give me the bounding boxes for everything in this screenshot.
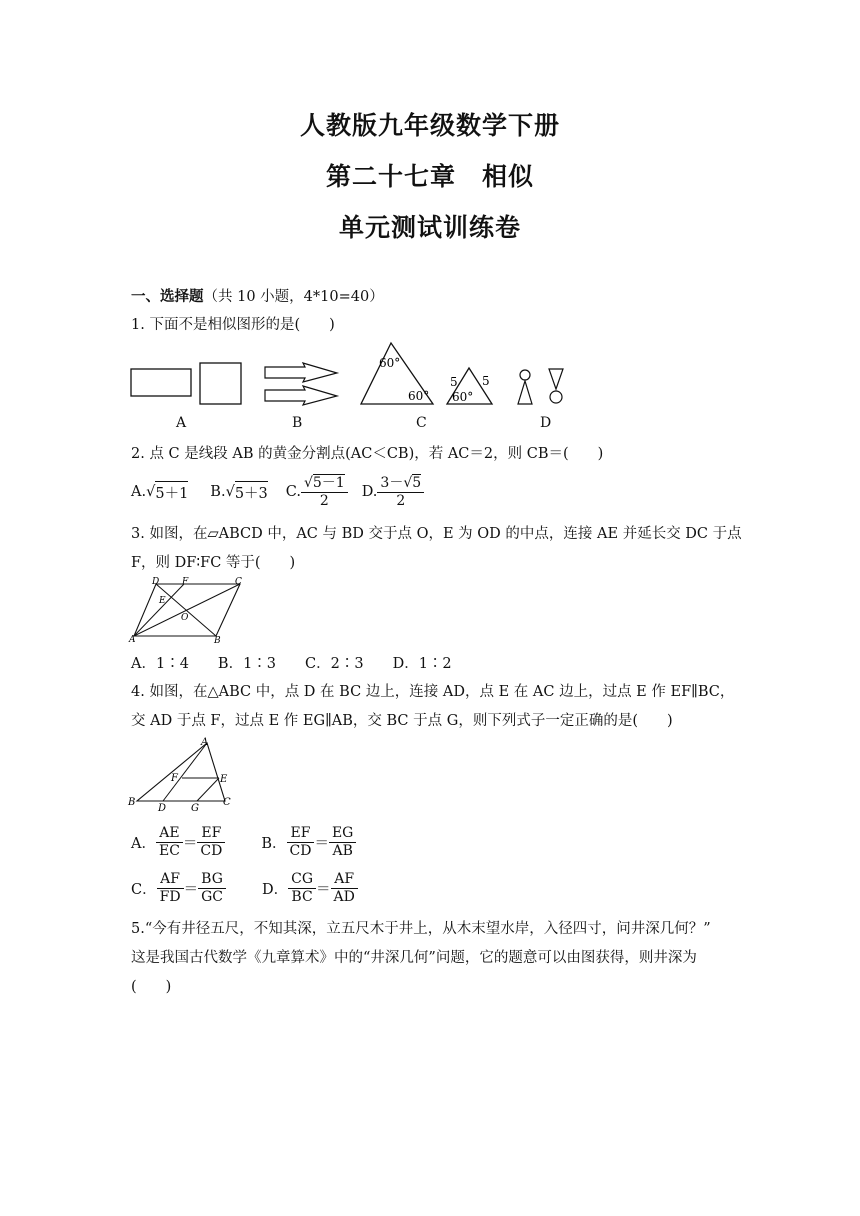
point-c: C <box>235 577 242 587</box>
figure-label-c: C <box>416 415 427 431</box>
question-4-figure <box>127 735 237 815</box>
point-d: D <box>152 577 160 587</box>
denominator: CD <box>289 842 312 859</box>
diagonal-ac <box>134 584 240 636</box>
numerator: AF <box>331 871 358 888</box>
option-b-fraction-right <box>329 825 356 858</box>
option-d-fraction <box>377 475 424 508</box>
denominator: AD <box>333 888 355 905</box>
option-a-fraction-right <box>197 825 225 858</box>
option-d-radicand: 5 <box>412 475 422 492</box>
question-3-options: A．1∶4 B．1∶3 C．2∶3 D．1∶2 <box>131 656 452 672</box>
point-e: E <box>220 774 228 785</box>
sqrt-icon: √ <box>146 484 156 500</box>
question-2-stem: 2. 点 C 是线段 AB 的黄金分割点(AC＜CB)，若 AC＝2，则 CB＝( ) <box>131 446 604 462</box>
question-5-stem-line1: 5.“今有井径五尺，不知其深，立五尺木于井上，从木末望水岸，入径四寸，问井深几何？” <box>131 921 711 937</box>
option-c-fraction <box>301 475 348 508</box>
numerator: EF <box>287 825 315 842</box>
numerator: EF <box>197 825 225 842</box>
test-title: 单元测试训练卷 <box>338 213 521 242</box>
numerator: AF <box>157 871 184 888</box>
point-e: E <box>159 596 166 606</box>
option-a-label: A. <box>131 484 147 500</box>
question-3-figure <box>128 576 248 644</box>
sqrt-icon: √ <box>225 484 235 500</box>
option-b-fraction-left <box>287 825 315 858</box>
question-5-stem-line3: ( ) <box>131 979 172 995</box>
question-1-figure <box>125 335 585 410</box>
numerator: EG <box>329 825 356 842</box>
section-heading <box>131 285 384 306</box>
segment-eg <box>197 778 219 801</box>
option-d-fraction-left <box>288 871 316 904</box>
option-b-label: B． <box>261 835 287 852</box>
section-label: 一、选择题 <box>131 289 204 305</box>
equals-sign: ＝ <box>182 835 198 852</box>
sqrt-icon: √ <box>303 475 313 492</box>
option-d-label: D． <box>261 881 289 898</box>
shape-b-arrow-top <box>265 363 337 382</box>
segment-af <box>134 584 184 636</box>
question-4-stem-line1: 4. 如图，在△ABC 中，点 D 在 BC 边上，连接 AD，点 E 在 AC 边上，过点 E 作 EF∥BC， <box>131 684 735 700</box>
point-o: O <box>181 613 189 623</box>
question-3-stem-line1: 3. 如图，在▱ABCD 中，AC 与 BD 交于点 O，E 为 OD 的中点，连接 AE 并延长交 DC 于点 <box>131 526 742 542</box>
question-2-options <box>131 470 424 514</box>
point-d: D <box>158 803 167 814</box>
angle-label-top: 60° <box>379 356 401 370</box>
point-a: A <box>129 635 136 644</box>
point-c: C <box>223 797 231 808</box>
denominator: GC <box>201 888 223 905</box>
point-b: B <box>214 636 221 644</box>
denominator: EC <box>158 842 180 859</box>
question-1-stem: 1. 下面不是相似图形的是( ) <box>131 317 335 333</box>
numerator: CG <box>288 871 316 888</box>
question-4-options-ab <box>131 822 356 862</box>
option-c-label: C. <box>285 484 301 500</box>
shape-a-wide-rectangle <box>131 369 191 396</box>
option-c-fraction-left <box>157 871 184 904</box>
shape-d-right-body <box>549 369 563 389</box>
point-b: B <box>128 797 136 808</box>
option-d-denominator: 2 <box>396 492 406 509</box>
question-4-options-cd <box>131 868 358 908</box>
sqrt-icon: √ <box>403 475 413 492</box>
shape-d-left-head <box>520 370 530 380</box>
option-c-label: C． <box>131 881 157 898</box>
figure-label-a: A <box>176 415 187 431</box>
option-d-numerator: 3－ <box>380 475 404 492</box>
option-c-numerator: 5－1 <box>312 475 345 492</box>
diagonal-bd <box>156 584 216 636</box>
figure-label-d: D <box>540 415 552 431</box>
option-a-fraction-left <box>156 825 183 858</box>
shape-b-arrow-bottom <box>265 386 337 405</box>
denominator: AB <box>332 842 353 859</box>
side-label-right: 5 <box>482 374 490 388</box>
segment-ad <box>163 743 207 801</box>
equals-sign: ＝ <box>183 881 199 898</box>
denominator: FD <box>159 888 181 905</box>
option-b-value: 5＋3 <box>235 481 268 503</box>
point-g: G <box>191 803 199 814</box>
denominator: BC <box>291 888 313 905</box>
denominator: CD <box>200 842 223 859</box>
figure-label-b: B <box>292 415 303 431</box>
point-f: F <box>182 577 189 587</box>
option-c-denominator: 2 <box>319 492 329 509</box>
section-note: （共 10 小题，4*10=40） <box>203 289 384 305</box>
point-f: F <box>171 773 178 784</box>
point-a: A <box>201 737 209 748</box>
question-3-stem-line2: F，则 DF∶FC 等于( ) <box>131 555 296 571</box>
question-5-stem-line2: 这是我国古代数学《九章算术》中的“井深几何”问题，它的题意可以由图获得，则井深为 <box>131 950 697 966</box>
side-label-left: 5 <box>450 375 458 389</box>
numerator: AE <box>156 825 183 842</box>
option-a-label: A． <box>131 835 156 852</box>
numerator: BG <box>198 871 226 888</box>
option-d-label: D. <box>361 484 378 500</box>
question-4-stem-line2: 交 AD 于点 F，过点 E 作 EG∥AB，交 BC 于点 G，则下列式子一定正确的是( ) <box>131 713 673 729</box>
option-b-label: B. <box>210 484 226 500</box>
option-c-fraction-right <box>198 871 226 904</box>
shape-a-square <box>200 363 241 404</box>
chapter-title: 第二十七章 相似 <box>325 162 534 191</box>
shape-d-right-head <box>550 391 562 403</box>
option-d-fraction-right <box>331 871 358 904</box>
equals-sign: ＝ <box>314 835 329 852</box>
angle-label-bottom-right: 60° <box>408 389 430 403</box>
angle-label-small: 60° <box>452 390 474 404</box>
equals-sign: ＝ <box>316 881 331 898</box>
page-title: 人教版九年级数学下册 <box>299 111 560 140</box>
shape-d-left-body <box>518 381 532 404</box>
option-a-value: 5＋1 <box>155 481 188 503</box>
triangle-abc <box>137 743 225 801</box>
